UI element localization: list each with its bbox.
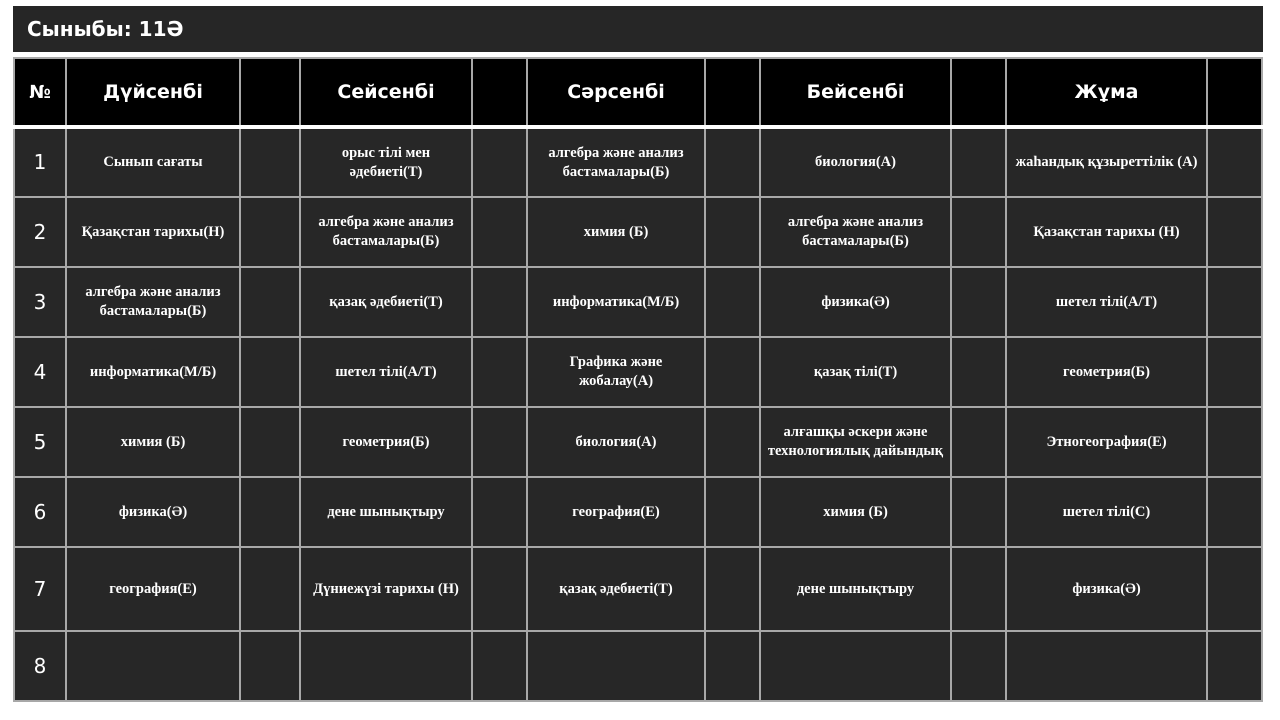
lesson-cell-wednesday: география(Е) <box>527 477 705 547</box>
lesson-cell-friday: Этногеография(Е) <box>1006 407 1207 477</box>
lesson-number: 7 <box>14 547 66 631</box>
lesson-cell-tuesday: шетел тілі(А/Т) <box>300 337 472 407</box>
lesson-number: 8 <box>14 631 66 701</box>
lesson-cell-thursday: биология(А) <box>760 127 951 197</box>
lesson-cell-monday: физика(Ә) <box>66 477 240 547</box>
spacer-cell <box>240 197 300 267</box>
lesson-cell-tuesday: геометрия(Б) <box>300 407 472 477</box>
spacer-cell <box>1207 547 1262 631</box>
lesson-row-3 <box>14 267 1262 337</box>
spacer-cell <box>472 267 527 337</box>
lesson-cell-tuesday: Дүниежүзі тарихы (Н) <box>300 547 472 631</box>
lesson-row-7 <box>14 547 1262 631</box>
lesson-cell-wednesday: информатика(М/Б) <box>527 267 705 337</box>
lesson-cell-friday: Қазақстан тарихы (Н) <box>1006 197 1207 267</box>
lesson-number: 4 <box>14 337 66 407</box>
spacer-cell <box>1207 407 1262 477</box>
spacer-cell <box>705 407 760 477</box>
spacer-cell <box>705 58 760 127</box>
number-header: № <box>14 58 66 127</box>
lesson-cell-thursday: дене шынықтыру <box>760 547 951 631</box>
spacer-cell <box>951 407 1006 477</box>
spacer-cell <box>1207 58 1262 127</box>
lesson-cell-tuesday: дене шынықтыру <box>300 477 472 547</box>
lesson-cell-tuesday: алгебра және анализ бастамалары(Б) <box>300 197 472 267</box>
spacer-cell <box>240 267 300 337</box>
lesson-cell-wednesday: химия (Б) <box>527 197 705 267</box>
spacer-cell <box>240 337 300 407</box>
lesson-cell-thursday: алгебра және анализ бастамалары(Б) <box>760 197 951 267</box>
lesson-cell-thursday: алғашқы әскери және технологиялық дайындық <box>760 407 951 477</box>
day-header-wednesday: Сәрсенбі <box>527 58 705 127</box>
lesson-row-1 <box>14 127 1262 197</box>
spacer-cell <box>1207 631 1262 701</box>
day-header-friday: Жұма <box>1006 58 1207 127</box>
lesson-cell-monday: Қазақстан тарихы(Н) <box>66 197 240 267</box>
day-header-tuesday: Сейсенбі <box>300 58 472 127</box>
lesson-cell-wednesday: Графика және жобалау(А) <box>527 337 705 407</box>
lesson-cell-monday <box>66 631 240 701</box>
lesson-number: 2 <box>14 197 66 267</box>
spacer-cell <box>472 547 527 631</box>
day-header-thursday: Бейсенбі <box>760 58 951 127</box>
spacer-cell <box>705 631 760 701</box>
spacer-cell <box>1207 477 1262 547</box>
lesson-cell-friday: геометрия(Б) <box>1006 337 1207 407</box>
lesson-cell-monday: Сынып сағаты <box>66 127 240 197</box>
spacer-cell <box>951 547 1006 631</box>
lesson-cell-wednesday <box>527 631 705 701</box>
lesson-row-5 <box>14 407 1262 477</box>
lesson-cell-friday: шетел тілі(С) <box>1006 477 1207 547</box>
lesson-cell-monday: химия (Б) <box>66 407 240 477</box>
lesson-cell-monday: информатика(М/Б) <box>66 337 240 407</box>
spacer-cell <box>472 407 527 477</box>
day-header-monday: Дүйсенбі <box>66 58 240 127</box>
lesson-number: 6 <box>14 477 66 547</box>
lesson-number: 3 <box>14 267 66 337</box>
spacer-cell <box>240 127 300 197</box>
lesson-cell-wednesday: алгебра және анализ бастамалары(Б) <box>527 127 705 197</box>
schedule-table <box>13 57 1263 702</box>
spacer-cell <box>472 477 527 547</box>
lesson-cell-thursday: физика(Ә) <box>760 267 951 337</box>
spacer-cell <box>951 477 1006 547</box>
lesson-cell-monday: география(Е) <box>66 547 240 631</box>
spacer-cell <box>240 547 300 631</box>
spacer-cell <box>1207 127 1262 197</box>
spacer-cell <box>472 58 527 127</box>
spacer-cell <box>705 267 760 337</box>
header-row <box>14 58 1262 127</box>
spacer-cell <box>1207 337 1262 407</box>
lesson-row-6 <box>14 477 1262 547</box>
lesson-cell-friday: шетел тілі(А/Т) <box>1006 267 1207 337</box>
spacer-cell <box>472 631 527 701</box>
lesson-cell-wednesday: қазақ әдебиеті(Т) <box>527 547 705 631</box>
spacer-cell <box>705 547 760 631</box>
spacer-cell <box>240 477 300 547</box>
spacer-cell <box>951 337 1006 407</box>
lesson-cell-thursday: қазақ тілі(Т) <box>760 337 951 407</box>
spacer-cell <box>1207 267 1262 337</box>
spacer-cell <box>951 631 1006 701</box>
lesson-cell-monday: алгебра және анализ бастамалары(Б) <box>66 267 240 337</box>
spacer-cell <box>951 58 1006 127</box>
spacer-cell <box>472 127 527 197</box>
spacer-cell <box>951 127 1006 197</box>
spacer-cell <box>472 337 527 407</box>
lesson-row-2 <box>14 197 1262 267</box>
spacer-cell <box>705 477 760 547</box>
spacer-cell <box>705 197 760 267</box>
spacer-cell <box>240 631 300 701</box>
spacer-cell <box>951 267 1006 337</box>
lesson-cell-tuesday <box>300 631 472 701</box>
class-title: Сыныбы: 11Ә <box>13 6 1263 52</box>
spacer-cell <box>705 127 760 197</box>
spacer-cell <box>951 197 1006 267</box>
lesson-cell-tuesday: орыс тілі мен әдебиеті(Т) <box>300 127 472 197</box>
lesson-number: 1 <box>14 127 66 197</box>
spacer-cell <box>1207 197 1262 267</box>
lesson-row-4 <box>14 337 1262 407</box>
spacer-cell <box>240 407 300 477</box>
lesson-cell-thursday <box>760 631 951 701</box>
lesson-row-8 <box>14 631 1262 701</box>
lesson-cell-friday: физика(Ә) <box>1006 547 1207 631</box>
spacer-cell <box>240 58 300 127</box>
lesson-cell-tuesday: қазақ әдебиеті(Т) <box>300 267 472 337</box>
lesson-cell-friday: жаһандық құзыреттілік (А) <box>1006 127 1207 197</box>
spacer-cell <box>705 337 760 407</box>
lesson-cell-friday <box>1006 631 1207 701</box>
lesson-cell-wednesday: биология(А) <box>527 407 705 477</box>
spacer-cell <box>472 197 527 267</box>
lesson-cell-thursday: химия (Б) <box>760 477 951 547</box>
lesson-number: 5 <box>14 407 66 477</box>
